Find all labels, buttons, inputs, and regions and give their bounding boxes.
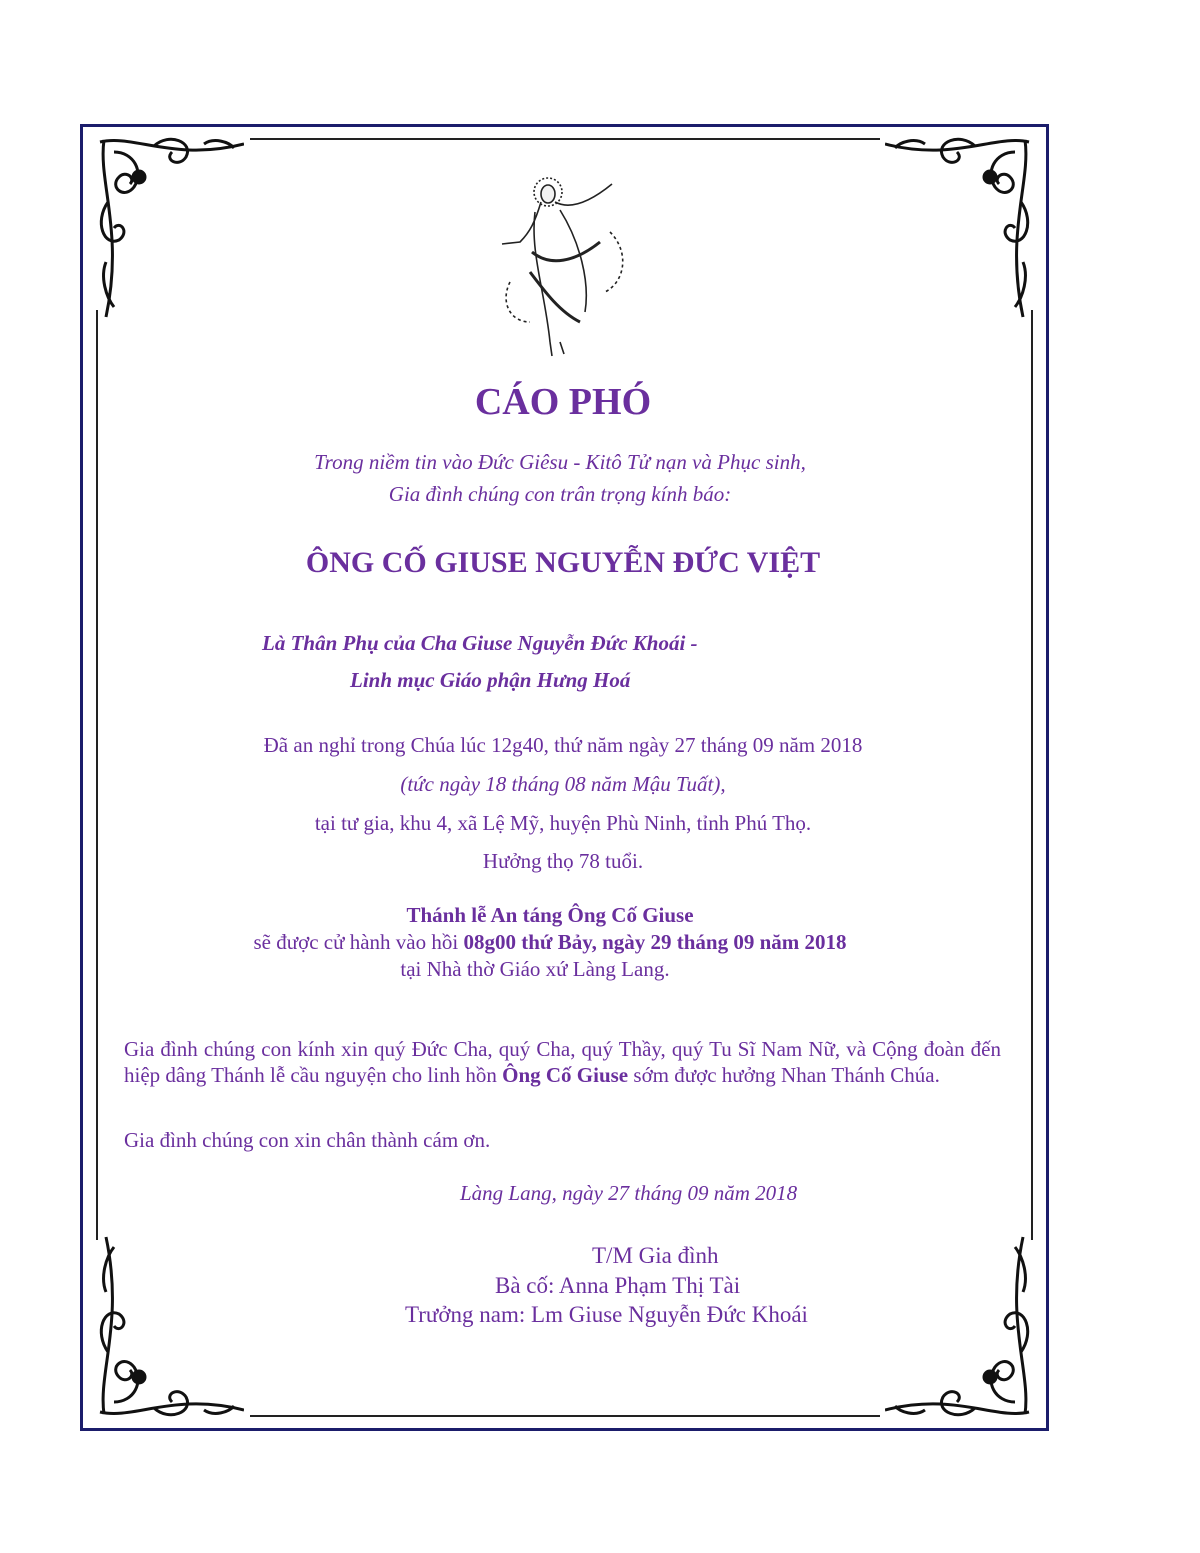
invitation-text-bold: Ông Cố Giuse bbox=[502, 1063, 629, 1087]
corner-ornament-icon bbox=[94, 132, 244, 322]
place-date: Làng Lang, ngày 27 tháng 09 năm 2018 bbox=[460, 1181, 798, 1205]
death-info-line-4: Hưởng thọ 78 tuổi. bbox=[482, 849, 644, 873]
invitation-text-before: Gia đình chúng con kính xin quý Đức Cha, quý Cha, quý Thầy, quý Tu Sĩ Nam Nữ, và Cộng đoàn đến hiệp dâng Thánh lễ cầu nguyện cho linh hồn bbox=[124, 1037, 1001, 1087]
corner-ornament-icon bbox=[885, 132, 1035, 322]
funeral-mass-location: tại Nhà thờ Giáo xứ Làng Lang. bbox=[400, 957, 670, 981]
corner-ornament-icon bbox=[885, 1232, 1035, 1422]
inner-line-top bbox=[250, 138, 880, 140]
intro-line-2: Gia đình chúng con trân trọng kính báo: bbox=[388, 482, 732, 506]
invitation-text-after: sớm được hưởng Nhan Thánh Chúa. bbox=[628, 1063, 940, 1087]
risen-christ-illustration bbox=[490, 172, 640, 360]
deceased-name: ÔNG CỐ GIUSE NGUYỄN ĐỨC VIỆT bbox=[305, 546, 821, 579]
inner-line-bottom bbox=[250, 1415, 880, 1417]
death-info-line-1: Đã an nghỉ trong Chúa lúc 12g40, thứ năm ngày 27 tháng 09 năm 2018 bbox=[263, 733, 863, 757]
invitation-paragraph bbox=[124, 1036, 1001, 1088]
death-info-line-3: tại tư gia, khu 4, xã Lệ Mỹ, huyện Phù Ninh, tỉnh Phú Thọ. bbox=[314, 811, 812, 835]
signature-line-2: Bà cố: Anna Phạm Thị Tài bbox=[495, 1273, 741, 1298]
relation-line-2: Linh mục Giáo phận Hưng Hoá bbox=[350, 668, 631, 692]
death-info-line-2: (tức ngày 18 tháng 08 năm Mậu Tuất), bbox=[400, 772, 726, 796]
signature-line-1: T/M Gia đình bbox=[592, 1243, 719, 1268]
thanks-paragraph: Gia đình chúng con xin chân thành cám ơn. bbox=[124, 1128, 491, 1152]
relation-line-1: Là Thân Phụ của Cha Giuse Nguyễn Đức Khoái - bbox=[262, 631, 698, 655]
page-title: CÁO PHÓ bbox=[474, 381, 652, 423]
corner-ornament-icon bbox=[94, 1232, 244, 1422]
signature-line-3: Trưởng nam: Lm Giuse Nguyễn Đức Khoái bbox=[405, 1302, 808, 1327]
funeral-mass-time-bold: 08g00 thứ Bảy, ngày 29 tháng 09 năm 2018 bbox=[463, 930, 847, 954]
funeral-mass-time-prefix: sẽ được cử hành vào hồi bbox=[253, 930, 464, 954]
funeral-mass-heading: Thánh lễ An táng Ông Cố Giuse bbox=[406, 903, 694, 927]
funeral-mass-time bbox=[0, 930, 1100, 955]
intro-line-1: Trong niềm tin vào Đức Giêsu - Kitô Tử nạn và Phục sinh, bbox=[314, 450, 806, 474]
